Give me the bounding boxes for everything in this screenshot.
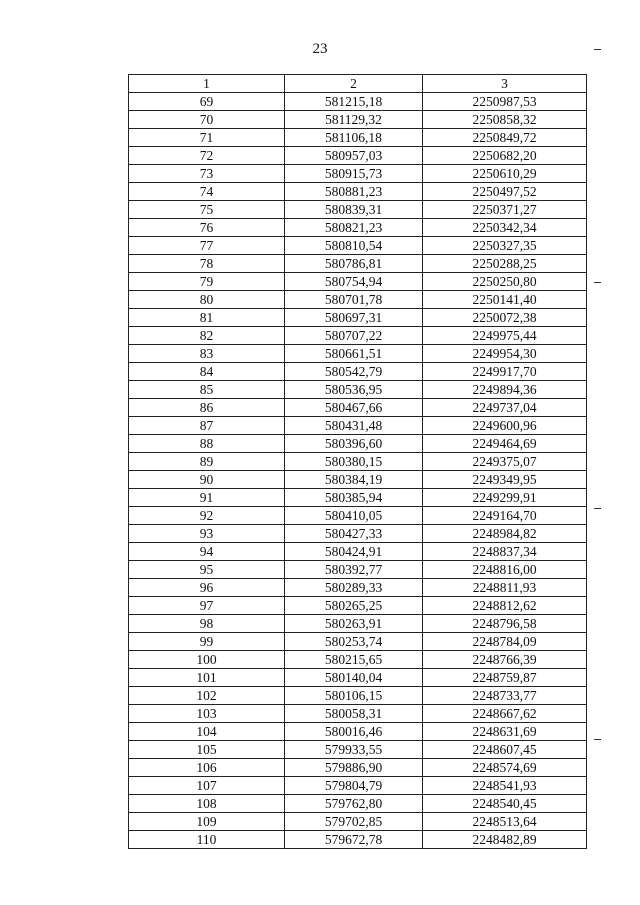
point-number-cell: 93 xyxy=(129,525,285,543)
table-row xyxy=(129,741,587,759)
y-coordinate-cell: 2249164,70 xyxy=(423,507,587,525)
point-number-cell: 78 xyxy=(129,255,285,273)
point-number-cell: 100 xyxy=(129,651,285,669)
y-coordinate-cell: 2248631,69 xyxy=(423,723,587,741)
point-number-cell: 88 xyxy=(129,435,285,453)
y-coordinate-cell: 2248574,69 xyxy=(423,759,587,777)
y-coordinate-cell: 2248482,89 xyxy=(423,831,587,849)
y-coordinate-cell: 2248766,39 xyxy=(423,651,587,669)
x-coordinate-cell: 580253,74 xyxy=(285,633,423,651)
y-coordinate-cell: 2248984,82 xyxy=(423,525,587,543)
y-coordinate-cell: 2250682,20 xyxy=(423,147,587,165)
table-row xyxy=(129,471,587,489)
y-coordinate-cell: 2248513,64 xyxy=(423,813,587,831)
x-coordinate-cell: 580396,60 xyxy=(285,435,423,453)
x-coordinate-cell: 580915,73 xyxy=(285,165,423,183)
y-coordinate-cell: 2248784,09 xyxy=(423,633,587,651)
table-row xyxy=(129,507,587,525)
table-row xyxy=(129,381,587,399)
x-coordinate-cell: 580410,05 xyxy=(285,507,423,525)
table-row xyxy=(129,543,587,561)
table-row xyxy=(129,561,587,579)
point-number-cell: 69 xyxy=(129,93,285,111)
y-coordinate-cell: 2249464,69 xyxy=(423,435,587,453)
y-coordinate-cell: 2248540,45 xyxy=(423,795,587,813)
table-row xyxy=(129,651,587,669)
x-coordinate-cell: 580881,23 xyxy=(285,183,423,201)
table-row xyxy=(129,219,587,237)
y-coordinate-cell: 2249917,70 xyxy=(423,363,587,381)
x-coordinate-cell: 580427,33 xyxy=(285,525,423,543)
point-number-cell: 75 xyxy=(129,201,285,219)
point-number-cell: 81 xyxy=(129,309,285,327)
x-coordinate-cell: 581215,18 xyxy=(285,93,423,111)
x-coordinate-cell: 581106,18 xyxy=(285,129,423,147)
point-number-cell: 87 xyxy=(129,417,285,435)
point-number-cell: 105 xyxy=(129,741,285,759)
point-number-cell: 73 xyxy=(129,165,285,183)
x-coordinate-cell: 580754,94 xyxy=(285,273,423,291)
x-coordinate-cell: 580016,46 xyxy=(285,723,423,741)
x-coordinate-cell: 580058,31 xyxy=(285,705,423,723)
point-number-cell: 102 xyxy=(129,687,285,705)
table-row xyxy=(129,597,587,615)
table-row xyxy=(129,93,587,111)
table-row xyxy=(129,237,587,255)
point-number-cell: 89 xyxy=(129,453,285,471)
x-coordinate-cell: 580380,15 xyxy=(285,453,423,471)
table-row xyxy=(129,795,587,813)
point-number-cell: 108 xyxy=(129,795,285,813)
point-number-cell: 99 xyxy=(129,633,285,651)
table-row xyxy=(129,327,587,345)
x-coordinate-cell: 580536,95 xyxy=(285,381,423,399)
x-coordinate-cell: 580467,66 xyxy=(285,399,423,417)
point-number-cell: 72 xyxy=(129,147,285,165)
table-header-row xyxy=(129,75,587,93)
y-coordinate-cell: 2249954,30 xyxy=(423,345,587,363)
x-coordinate-cell: 580701,78 xyxy=(285,291,423,309)
table-row xyxy=(129,705,587,723)
y-coordinate-cell: 2250288,25 xyxy=(423,255,587,273)
table-row xyxy=(129,399,587,417)
point-number-cell: 83 xyxy=(129,345,285,363)
point-number-cell: 80 xyxy=(129,291,285,309)
table-row xyxy=(129,309,587,327)
y-coordinate-cell: 2249894,36 xyxy=(423,381,587,399)
y-coordinate-cell: 2248759,87 xyxy=(423,669,587,687)
point-number-cell: 84 xyxy=(129,363,285,381)
x-coordinate-cell: 580707,22 xyxy=(285,327,423,345)
x-coordinate-cell: 580384,19 xyxy=(285,471,423,489)
table-row xyxy=(129,759,587,777)
column-header: 1 xyxy=(129,75,285,93)
table-row xyxy=(129,201,587,219)
point-number-cell: 86 xyxy=(129,399,285,417)
point-number-cell: 79 xyxy=(129,273,285,291)
point-number-cell: 107 xyxy=(129,777,285,795)
y-coordinate-cell: 2248796,58 xyxy=(423,615,587,633)
x-coordinate-cell: 580385,94 xyxy=(285,489,423,507)
y-coordinate-cell: 2250858,32 xyxy=(423,111,587,129)
point-number-cell: 95 xyxy=(129,561,285,579)
x-coordinate-cell: 579933,55 xyxy=(285,741,423,759)
x-coordinate-cell: 580697,31 xyxy=(285,309,423,327)
table-row xyxy=(129,579,587,597)
x-coordinate-cell: 580106,15 xyxy=(285,687,423,705)
x-coordinate-cell: 579762,80 xyxy=(285,795,423,813)
point-number-cell: 101 xyxy=(129,669,285,687)
x-coordinate-cell: 580810,54 xyxy=(285,237,423,255)
x-coordinate-cell: 580431,48 xyxy=(285,417,423,435)
table-row xyxy=(129,345,587,363)
point-number-cell: 97 xyxy=(129,597,285,615)
y-coordinate-cell: 2250141,40 xyxy=(423,291,587,309)
scan-mark xyxy=(594,508,601,509)
page-number: 23 xyxy=(312,41,328,57)
table-row xyxy=(129,813,587,831)
table-row xyxy=(129,525,587,543)
table-row xyxy=(129,273,587,291)
y-coordinate-cell: 2250849,72 xyxy=(423,129,587,147)
y-coordinate-cell: 2248812,62 xyxy=(423,597,587,615)
y-coordinate-cell: 2250497,52 xyxy=(423,183,587,201)
y-coordinate-cell: 2249737,04 xyxy=(423,399,587,417)
x-coordinate-cell: 580957,03 xyxy=(285,147,423,165)
table-row xyxy=(129,489,587,507)
table-row xyxy=(129,111,587,129)
y-coordinate-cell: 2249975,44 xyxy=(423,327,587,345)
x-coordinate-cell: 581129,32 xyxy=(285,111,423,129)
table-row xyxy=(129,615,587,633)
y-coordinate-cell: 2250250,80 xyxy=(423,273,587,291)
point-number-cell: 70 xyxy=(129,111,285,129)
x-coordinate-cell: 580542,79 xyxy=(285,363,423,381)
y-coordinate-cell: 2250072,38 xyxy=(423,309,587,327)
point-number-cell: 98 xyxy=(129,615,285,633)
point-number-cell: 76 xyxy=(129,219,285,237)
y-coordinate-cell: 2250371,27 xyxy=(423,201,587,219)
x-coordinate-cell: 580289,33 xyxy=(285,579,423,597)
x-coordinate-cell: 579702,85 xyxy=(285,813,423,831)
table-row xyxy=(129,687,587,705)
column-header: 3 xyxy=(423,75,587,93)
point-number-cell: 103 xyxy=(129,705,285,723)
x-coordinate-cell: 580392,77 xyxy=(285,561,423,579)
table-row xyxy=(129,129,587,147)
x-coordinate-cell: 580140,04 xyxy=(285,669,423,687)
y-coordinate-cell: 2248541,93 xyxy=(423,777,587,795)
y-coordinate-cell: 2248816,00 xyxy=(423,561,587,579)
table-row xyxy=(129,435,587,453)
y-coordinate-cell: 2248837,34 xyxy=(423,543,587,561)
y-coordinate-cell: 2249349,95 xyxy=(423,471,587,489)
y-coordinate-cell: 2250610,29 xyxy=(423,165,587,183)
x-coordinate-cell: 579886,90 xyxy=(285,759,423,777)
scan-mark xyxy=(594,49,601,50)
point-number-cell: 96 xyxy=(129,579,285,597)
y-coordinate-cell: 2250342,34 xyxy=(423,219,587,237)
point-number-cell: 109 xyxy=(129,813,285,831)
x-coordinate-cell: 580263,91 xyxy=(285,615,423,633)
y-coordinate-cell: 2249299,91 xyxy=(423,489,587,507)
coordinates-table xyxy=(128,74,587,849)
x-coordinate-cell: 580661,51 xyxy=(285,345,423,363)
scan-mark xyxy=(594,739,601,740)
scan-mark xyxy=(594,282,601,283)
y-coordinate-cell: 2249600,96 xyxy=(423,417,587,435)
point-number-cell: 110 xyxy=(129,831,285,849)
point-number-cell: 74 xyxy=(129,183,285,201)
point-number-cell: 106 xyxy=(129,759,285,777)
x-coordinate-cell: 580839,31 xyxy=(285,201,423,219)
point-number-cell: 91 xyxy=(129,489,285,507)
x-coordinate-cell: 579804,79 xyxy=(285,777,423,795)
point-number-cell: 94 xyxy=(129,543,285,561)
y-coordinate-cell: 2250987,53 xyxy=(423,93,587,111)
table-row xyxy=(129,183,587,201)
table-row xyxy=(129,255,587,273)
point-number-cell: 104 xyxy=(129,723,285,741)
x-coordinate-cell: 580215,65 xyxy=(285,651,423,669)
table-row xyxy=(129,147,587,165)
y-coordinate-cell: 2248667,62 xyxy=(423,705,587,723)
y-coordinate-cell: 2250327,35 xyxy=(423,237,587,255)
table-row xyxy=(129,165,587,183)
point-number-cell: 71 xyxy=(129,129,285,147)
column-header: 2 xyxy=(285,75,423,93)
y-coordinate-cell: 2248811,93 xyxy=(423,579,587,597)
x-coordinate-cell: 580424,91 xyxy=(285,543,423,561)
point-number-cell: 85 xyxy=(129,381,285,399)
table-row xyxy=(129,669,587,687)
x-coordinate-cell: 580265,25 xyxy=(285,597,423,615)
x-coordinate-cell: 580821,23 xyxy=(285,219,423,237)
table-row xyxy=(129,633,587,651)
x-coordinate-cell: 580786,81 xyxy=(285,255,423,273)
point-number-cell: 92 xyxy=(129,507,285,525)
y-coordinate-cell: 2248733,77 xyxy=(423,687,587,705)
table-row xyxy=(129,417,587,435)
table-row xyxy=(129,363,587,381)
table-row xyxy=(129,777,587,795)
point-number-cell: 82 xyxy=(129,327,285,345)
table-row xyxy=(129,831,587,849)
y-coordinate-cell: 2248607,45 xyxy=(423,741,587,759)
point-number-cell: 77 xyxy=(129,237,285,255)
table-row xyxy=(129,723,587,741)
x-coordinate-cell: 579672,78 xyxy=(285,831,423,849)
table-row xyxy=(129,291,587,309)
table-body xyxy=(129,75,587,849)
y-coordinate-cell: 2249375,07 xyxy=(423,453,587,471)
table-row xyxy=(129,453,587,471)
point-number-cell: 90 xyxy=(129,471,285,489)
